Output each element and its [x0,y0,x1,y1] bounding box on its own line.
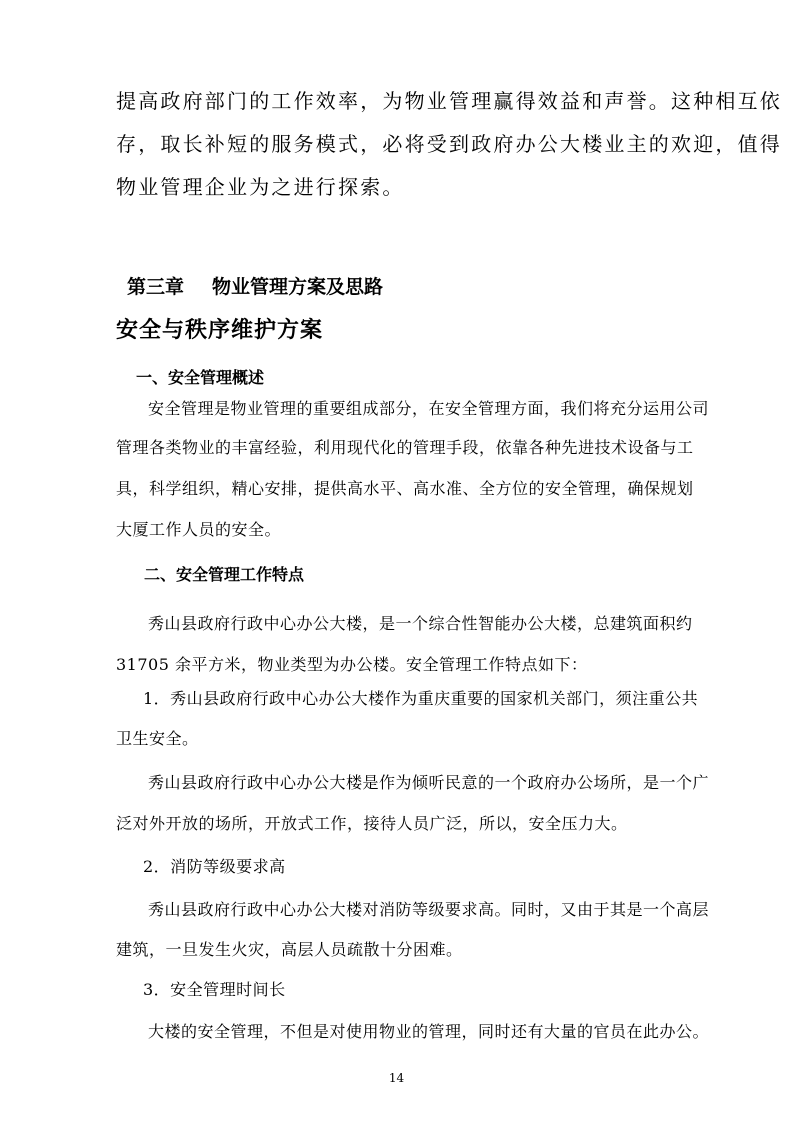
item-3-body-1: 大楼的安全管理，不但是对使用物业的管理，同时还有大量的官员在此办公。 [148,1022,710,1041]
section-2-heading: 二、安全管理工作特点 [144,565,305,584]
section-1-line-1: 安全管理是物业管理的重要组成部分，在安全管理方面，我们将充分运用公司 [148,399,710,418]
item-3-title: 3．安全管理时间长 [143,980,286,999]
page-number: 14 [388,1071,405,1085]
item-1-title-cont: 卫生安全。 [116,729,199,748]
item-2-body-2: 建筑，一旦发生火灾，高层人员疏散十分困难。 [116,940,463,959]
item-2-title: 2．消防等级要求高 [143,857,286,876]
section-2-line-2: 31705 余平方米，物业类型为办公楼。安全管理工作特点如下： [116,655,588,674]
item-1-title: 1．秀山县政府行政中心办公大楼作为重庆重要的国家机关部门，须注重公共 [143,689,699,708]
intro-line-1: 提高政府部门的工作效率，为物业管理赢得效益和声誉。这种相互依 [116,89,782,113]
item-1-body-2: 泛对外开放的场所，开放式工作，接待人员广泛，所以，安全压力大。 [116,814,628,833]
chapter-title: 物业管理方案及思路 [212,276,384,298]
section-1-line-3: 具，科学组织，精心安排，提供高水平、高水准、全方位的安全管理，确保规划 [116,479,694,498]
intro-line-3: 物业管理企业为之进行探索。 [116,175,405,199]
chapter-number: 第三章 [127,276,185,298]
item-1-body-1: 秀山县政府行政中心办公大楼是作为倾听民意的一个政府办公场所，是一个广 [148,773,710,792]
plan-title: 安全与秩序维护方案 [116,318,324,343]
intro-line-2: 存，取长补短的服务模式，必将受到政府办公大楼业主的欢迎，值得 [116,132,782,156]
section-1-heading: 一、安全管理概述 [136,368,265,387]
item-2-body-1: 秀山县政府行政中心办公大楼对消防等级要求高。同时，又由于其是一个高层 [148,900,710,919]
section-1-line-2: 管理各类物业的丰富经验，利用现代化的管理手段，依靠各种先进技术设备与工 [116,438,694,457]
section-2-line-1: 秀山县政府行政中心办公大楼，是一个综合性智能办公大楼，总建筑面积约 [148,614,693,633]
chapter-heading [127,272,383,299]
section-1-line-4: 大厦工作人员的安全。 [116,520,282,539]
